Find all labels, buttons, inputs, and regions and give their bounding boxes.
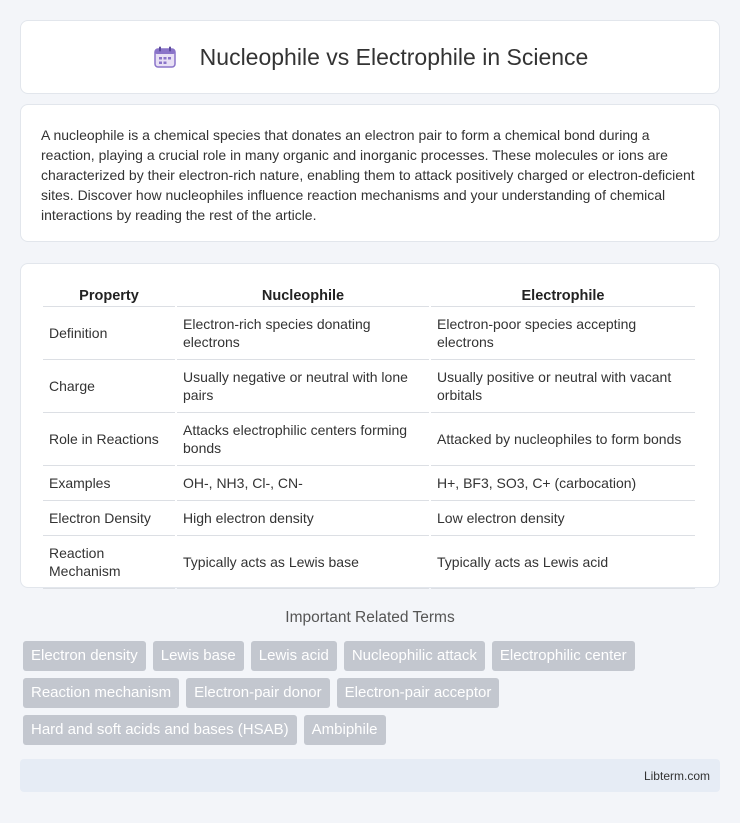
row-electrophile: Typically acts as Lewis acid [431,536,695,589]
table-row [43,413,695,466]
row-property: Charge [43,360,175,413]
row-property: Reaction Mechanism [43,536,175,589]
related-term-tag[interactable]: Electrophilic center [492,641,635,671]
related-terms-heading: Important Related Terms [285,609,455,626]
related-terms-list [23,641,713,752]
related-term-tag[interactable]: Reaction mechanism [23,678,179,708]
table-row [43,307,695,360]
row-electrophile: H+, BF3, SO3, C+ (carbocation) [431,466,695,501]
header-electrophile: Electrophile [431,284,695,307]
row-nucleophile: Usually negative or neutral with lone pairs [177,360,429,413]
row-nucleophile: High electron density [177,501,429,536]
table-row [43,501,695,536]
row-property: Role in Reactions [43,413,175,466]
row-property: Examples [43,466,175,501]
row-electrophile: Attacked by nucleophiles to form bonds [431,413,695,466]
row-property: Electron Density [43,501,175,536]
related-term-tag[interactable]: Hard and soft acids and bases (HSAB) [23,715,297,745]
table-row [43,536,695,589]
comparison-table [41,284,697,589]
row-nucleophile: Attacks electrophilic centers forming bonds [177,413,429,466]
related-term-tag[interactable]: Electron density [23,641,146,671]
page-title: Nucleophile vs Electrophile in Science [199,43,589,70]
row-electrophile: Low electron density [431,501,695,536]
footer [20,759,720,792]
header-nucleophile: Nucleophile [177,284,429,307]
calendar-icon [152,44,178,70]
intro-paragraph: A nucleophile is a chemical species that donates an electron pair to form a chemical bond during a reaction, playing a crucial role in many organic and inorganic processes. These molecules or ions are characterized by their electron-rich nature, enabling them to attack positively charged or electron-deficient sites. Discover how nucleophiles influence reaction mechanisms and your understanding of chemical interactions by reading the rest of the article. [41,127,695,223]
footer-site-link[interactable]: Libterm.com [643,768,710,783]
title-card [20,20,720,94]
related-term-tag[interactable]: Electron-pair acceptor [337,678,500,708]
table-header-row [43,284,695,307]
table-row [43,360,695,413]
row-property: Definition [43,307,175,360]
intro-card [20,104,720,242]
related-term-tag[interactable]: Ambiphile [304,715,386,745]
related-term-tag[interactable]: Nucleophilic attack [344,641,485,671]
related-term-tag[interactable]: Electron-pair donor [186,678,330,708]
related-term-tag[interactable]: Lewis base [153,641,244,671]
row-nucleophile: Electron-rich species donating electrons [177,307,429,360]
related-term-tag[interactable]: Lewis acid [251,641,337,671]
row-nucleophile: Typically acts as Lewis base [177,536,429,589]
row-electrophile: Electron-poor species accepting electrons [431,307,695,360]
comparison-card [20,263,720,588]
row-nucleophile: OH-, NH3, Cl-, CN- [177,466,429,501]
row-electrophile: Usually positive or neutral with vacant orbitals [431,360,695,413]
header-property: Property [43,284,175,307]
table-row [43,466,695,501]
